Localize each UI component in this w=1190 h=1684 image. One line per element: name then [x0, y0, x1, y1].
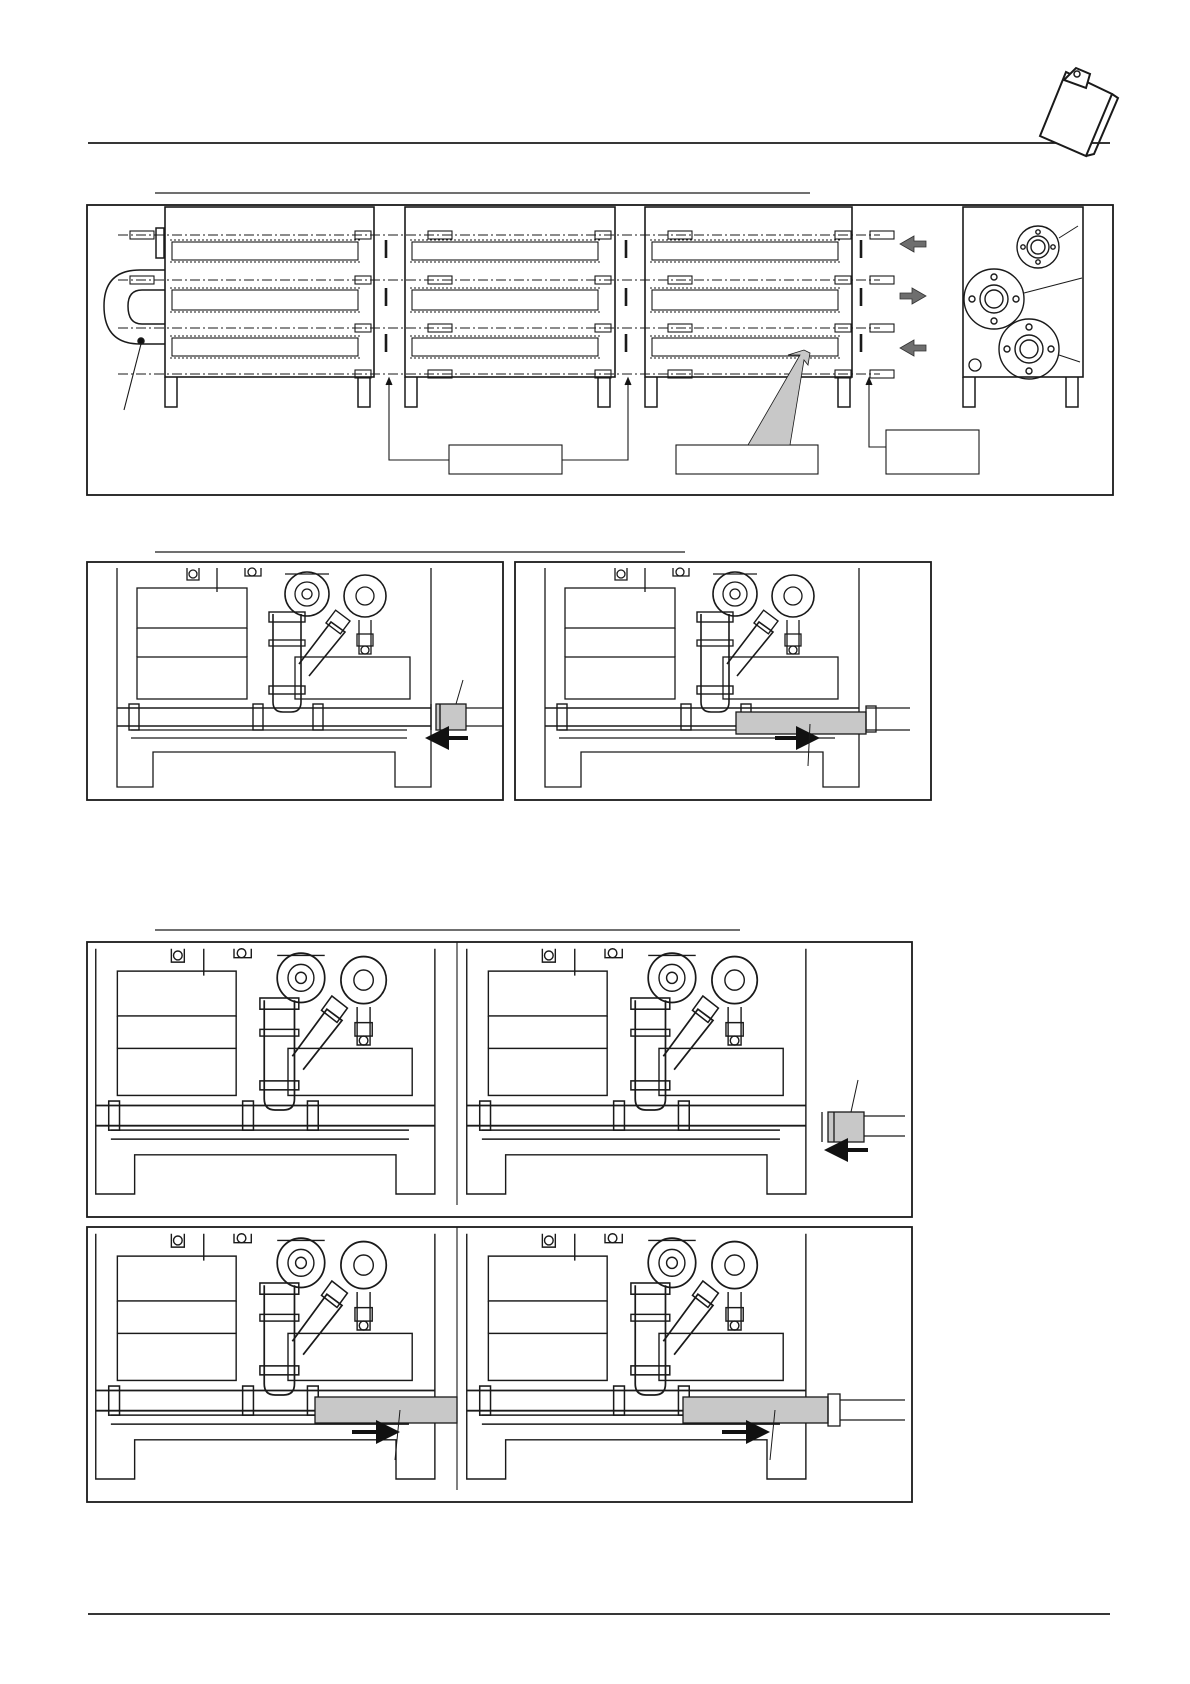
- flow-arrows: [900, 236, 926, 356]
- panel-row-lower: [87, 1227, 912, 1502]
- callout-box: [449, 445, 562, 474]
- panel-connect-right: [515, 562, 931, 800]
- figure-frame: [87, 205, 1113, 495]
- flange-large-2: [999, 319, 1080, 379]
- callout-gaskets: [386, 378, 631, 474]
- callout-sections: [676, 350, 818, 474]
- callout-tie-rods: [866, 378, 979, 474]
- heat-exchanger-module-3: [645, 207, 852, 407]
- flange-small: [1017, 226, 1078, 268]
- callout-box: [886, 430, 979, 474]
- panel-row-upper: [87, 942, 912, 1217]
- pipe-sleeve-highlight: [683, 1397, 828, 1423]
- panel-connect-left: [87, 562, 503, 800]
- flow-arrow-in: [900, 236, 926, 252]
- heat-exchanger-module-2: [405, 207, 615, 407]
- flow-arrow-out: [900, 288, 926, 304]
- callout-box: [676, 445, 818, 474]
- pipe-flanges: [964, 226, 1082, 379]
- front-gasket: [156, 228, 164, 258]
- figure-manifold-pair: [87, 552, 931, 800]
- return-bend: [104, 270, 165, 410]
- module-panels: [172, 242, 838, 356]
- figure-manifold-double: [87, 930, 912, 1502]
- tie-rod-lines: [118, 235, 880, 374]
- figure-boiler-assembly: [87, 193, 1113, 495]
- heat-exchanger-module-1: [165, 207, 374, 407]
- pipe-sleeve-highlight: [736, 712, 866, 734]
- page-header: [88, 68, 1118, 156]
- module-sections: [170, 240, 840, 358]
- flow-arrow-in: [900, 340, 926, 356]
- pipe-sleeve-highlight: [315, 1397, 457, 1423]
- module-gaskets: [386, 240, 861, 352]
